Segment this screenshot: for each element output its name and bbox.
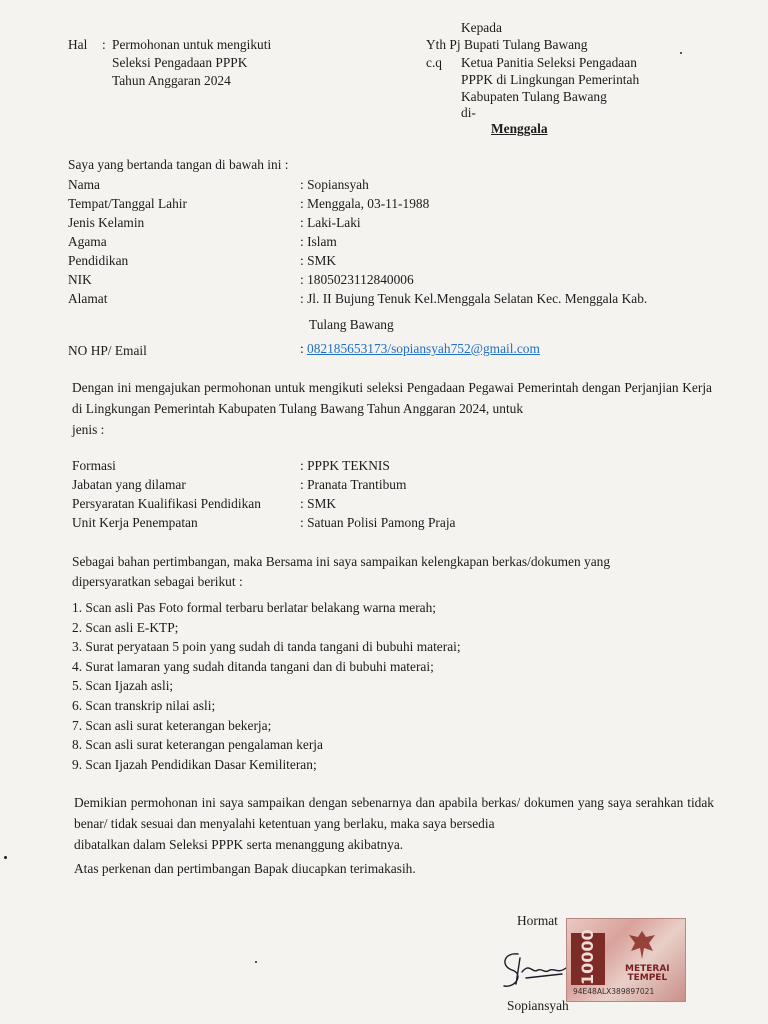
hal-subject-line-1: Permohonan untuk mengikuti bbox=[112, 37, 272, 52]
hal-subject-line-2: Seleksi Pengadaan PPPK bbox=[112, 55, 248, 70]
recipient-cq-line-2: PPPK di Lingkungan Pemerintah bbox=[461, 72, 640, 87]
list-item: 2. Scan asli E-KTP; bbox=[72, 619, 179, 635]
document-list bbox=[72, 598, 461, 774]
request-paragraph bbox=[72, 377, 712, 440]
education-value: : SMK bbox=[300, 253, 337, 268]
name-label: Nama bbox=[68, 177, 100, 192]
closing-text-last: dibatalkan dalam Seleksi PPPK serta menanggung akibatnya. bbox=[74, 837, 404, 852]
unit-value: : Satuan Polisi Pamong Praja bbox=[300, 515, 456, 530]
closing-paragraph bbox=[74, 792, 714, 855]
formasi-label: Formasi bbox=[72, 458, 116, 473]
thanks-text: Atas perkenan dan pertimbangan Bapak diucapkan terimakasih. bbox=[74, 861, 416, 876]
stamp-title bbox=[625, 965, 670, 983]
birth-label: Tempat/Tanggal Lahir bbox=[68, 196, 187, 211]
attachments-intro-line-1: Sebagai bahan pertimbangan, maka Bersama ini saya sampaikan kelengkapan berkas/dokumen yang bbox=[72, 554, 611, 569]
handwritten-signature bbox=[496, 944, 576, 996]
scan-speck bbox=[4, 856, 7, 859]
contact-label: NO HP/ Email bbox=[68, 343, 147, 358]
birth-value: : Menggala, 03-11-1988 bbox=[300, 196, 430, 211]
meterai-stamp bbox=[566, 918, 686, 1002]
gender-value: : Laki-Laki bbox=[300, 215, 361, 230]
list-item: 4. Surat lamaran yang sudah ditanda tangani dan di bubuhi materai; bbox=[72, 658, 434, 674]
religion-label: Agama bbox=[68, 234, 107, 249]
recipient-yth: Yth Pj Bupati Tulang Bawang bbox=[426, 37, 588, 52]
jabatan-value: : Pranata Trantibum bbox=[300, 477, 407, 492]
nik-label: NIK bbox=[68, 272, 92, 287]
contact-email-link[interactable]: 082185653173/sopiansyah752@gmail.com bbox=[307, 341, 540, 356]
closing-text: Demikian permohonan ini saya sampaikan dengan sebenarnya dan apabila berkas/ dokumen yang saya serahkan tidak benar/ tidak sesuai dan menyalahi ketentuan yang berlaku, maka saya bersedia bbox=[74, 795, 714, 831]
request-text-last: jenis : bbox=[72, 422, 105, 437]
address-label: Alamat bbox=[68, 291, 108, 306]
formasi-value: : PPPK TEKNIS bbox=[300, 458, 390, 473]
kualifikasi-value: : SMK bbox=[300, 496, 337, 511]
contact-colon: : bbox=[300, 341, 304, 356]
intro-text: Saya yang bertanda tangan di bawah ini : bbox=[68, 157, 289, 172]
list-item: 9. Scan Ijazah Pendidikan Dasar Kemiliteran; bbox=[72, 756, 317, 772]
stamp-title-line-1: METERAI bbox=[625, 964, 670, 974]
garuda-icon bbox=[625, 927, 659, 963]
list-item: 1. Scan asli Pas Foto formal terbaru berlatar belakang warna merah; bbox=[72, 600, 437, 615]
name-value: : Sopiansyah bbox=[300, 177, 369, 192]
list-item: 3. Surat peryataan 5 poin yang sudah di tanda tangani di bubuhi materai; bbox=[72, 639, 461, 655]
stamp-code: 94E48ALX389897021 bbox=[573, 987, 655, 996]
recipient-cq-line-1: Ketua Panitia Seleksi Pengadaan bbox=[461, 55, 637, 70]
gender-label: Jenis Kelamin bbox=[68, 215, 145, 230]
scan-speck bbox=[680, 52, 682, 54]
recipient-kepada: Kepada bbox=[461, 20, 502, 35]
request-text: Dengan ini mengajukan permohonan untuk mengikuti seleksi Pengadaan Pegawai Pemerintah dengan Perjanjian Kerja di Lingkungan Pemerintah Kabupaten Tulang Bawang Tahun Anggaran 2024, untuk bbox=[72, 380, 712, 416]
hal-label: Hal bbox=[68, 37, 88, 52]
address-value-line-1: : Jl. II Bujung Tenuk Kel.Menggala Selatan Kec. Menggala Kab. bbox=[300, 291, 648, 306]
religion-value: : Islam bbox=[300, 234, 337, 249]
kualifikasi-label: Persyaratan Kualifikasi Pendidikan bbox=[72, 496, 261, 511]
nik-value: : 1805023112840006 bbox=[300, 272, 414, 287]
recipient-city: Menggala bbox=[491, 121, 548, 136]
recipient-cq: c.q bbox=[426, 55, 442, 70]
jabatan-label: Jabatan yang dilamar bbox=[72, 477, 186, 492]
list-item: 8. Scan asli surat keterangan pengalaman kerja bbox=[72, 737, 323, 753]
recipient-cq-line-3: Kabupaten Tulang Bawang bbox=[461, 89, 607, 104]
scan-speck bbox=[255, 961, 257, 963]
list-item: 7. Scan asli surat keterangan bekerja; bbox=[72, 717, 272, 733]
list-item: 6. Scan transkrip nilai asli; bbox=[72, 697, 216, 713]
unit-label: Unit Kerja Penempatan bbox=[72, 515, 198, 530]
hal-subject-line-3: Tahun Anggaran 2024 bbox=[112, 73, 231, 88]
list-item: 5. Scan Ijazah asli; bbox=[72, 678, 174, 694]
stamp-amount: 10000 bbox=[571, 933, 605, 985]
hal-colon: : bbox=[102, 37, 106, 52]
address-value-line-2: Tulang Bawang bbox=[309, 317, 394, 332]
education-label: Pendidikan bbox=[68, 253, 129, 268]
attachments-intro-line-2: dipersyaratkan sebagai berikut : bbox=[72, 574, 243, 589]
recipient-di: di- bbox=[461, 105, 476, 120]
stamp-title-line-2: TEMPEL bbox=[627, 973, 668, 983]
signature-name: Sopiansyah bbox=[507, 998, 569, 1013]
signature-hormat: Hormat bbox=[517, 913, 558, 928]
